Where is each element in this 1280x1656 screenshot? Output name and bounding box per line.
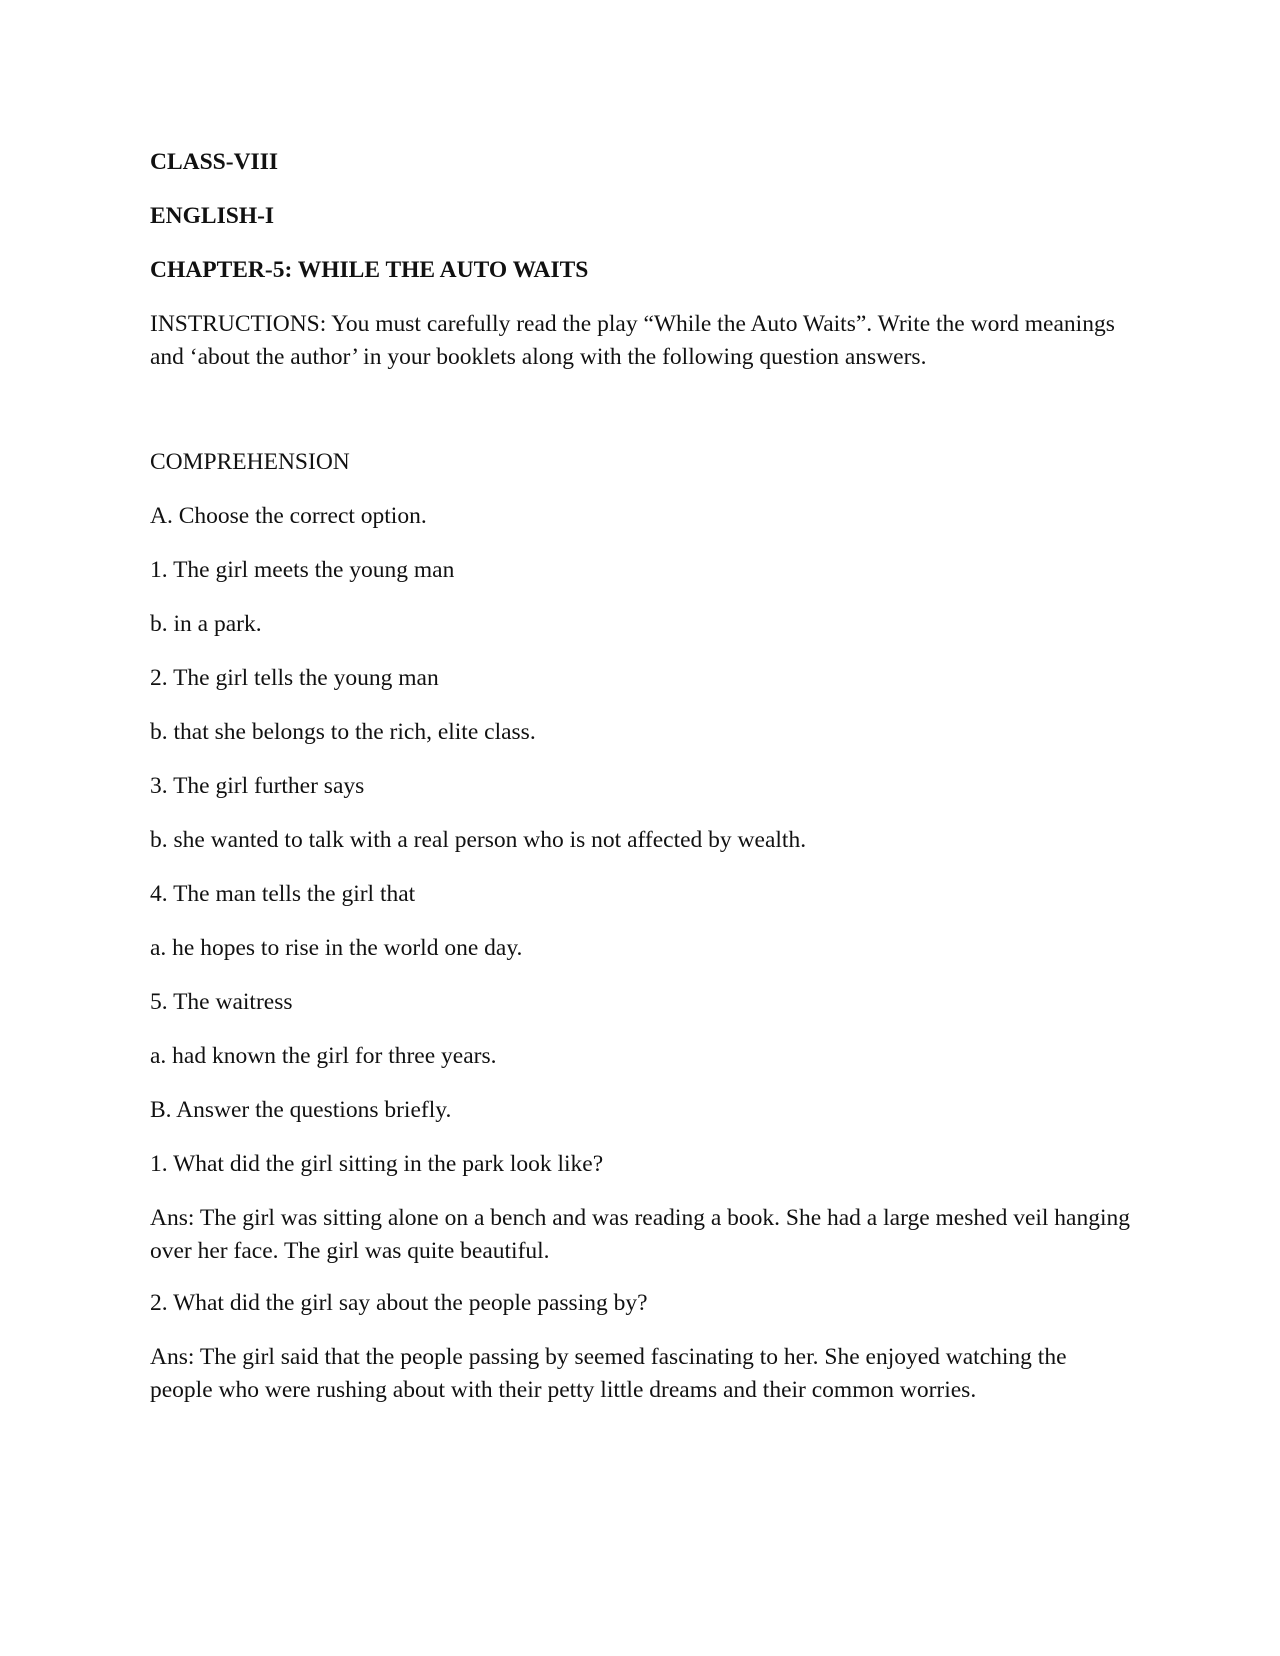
- section-a-question-1: 1. The girl meets the young man: [150, 557, 455, 583]
- document-page: [150, 146, 1130, 1426]
- comprehension-heading: COMPREHENSION: [150, 449, 350, 475]
- class-label: CLASS-VIII: [150, 149, 278, 175]
- section-a-question-2: 2. The girl tells the young man: [150, 665, 439, 691]
- section-b-question-1: 1. What did the girl sitting in the park look like?: [150, 1151, 604, 1177]
- section-a-answer-5: a. had known the girl for three years.: [150, 1043, 497, 1069]
- section-b-question-2: 2. What did the girl say about the people passing by?: [150, 1290, 648, 1316]
- section-b-answer-2: Ans: The girl said that the people passing by seemed fascinating to her. She enjoyed watching the people who were rushing about with their petty little dreams and their common worries.: [150, 1344, 1067, 1403]
- section-a-answer-4: a. he hopes to rise in the world one day.: [150, 935, 523, 961]
- section-a-question-3: 3. The girl further says: [150, 773, 365, 799]
- chapter-title: CHAPTER-5: WHILE THE AUTO WAITS: [150, 257, 589, 283]
- section-a-question-4: 4. The man tells the girl that: [150, 881, 416, 907]
- section-a-heading: A. Choose the correct option.: [150, 503, 427, 529]
- section-b-answer-1: Ans: The girl was sitting alone on a bench and was reading a book. She had a large meshed veil hanging over her face. The girl was quite beautiful.: [150, 1205, 1131, 1264]
- section-a-answer-3: b. she wanted to talk with a real person who is not affected by wealth.: [150, 827, 807, 853]
- subject-label: ENGLISH-I: [150, 203, 275, 229]
- section-a-answer-1: b. in a park.: [150, 611, 262, 637]
- section-a-question-5: 5. The waitress: [150, 989, 293, 1015]
- section-b-heading: B. Answer the questions briefly.: [150, 1097, 452, 1123]
- section-a-answer-2: b. that she belongs to the rich, elite class.: [150, 719, 536, 745]
- instructions-paragraph: INSTRUCTIONS: You must carefully read the play “While the Auto Waits”. Write the word meanings and ‘about the author’ in your booklets along with the following question answers.: [150, 311, 1115, 370]
